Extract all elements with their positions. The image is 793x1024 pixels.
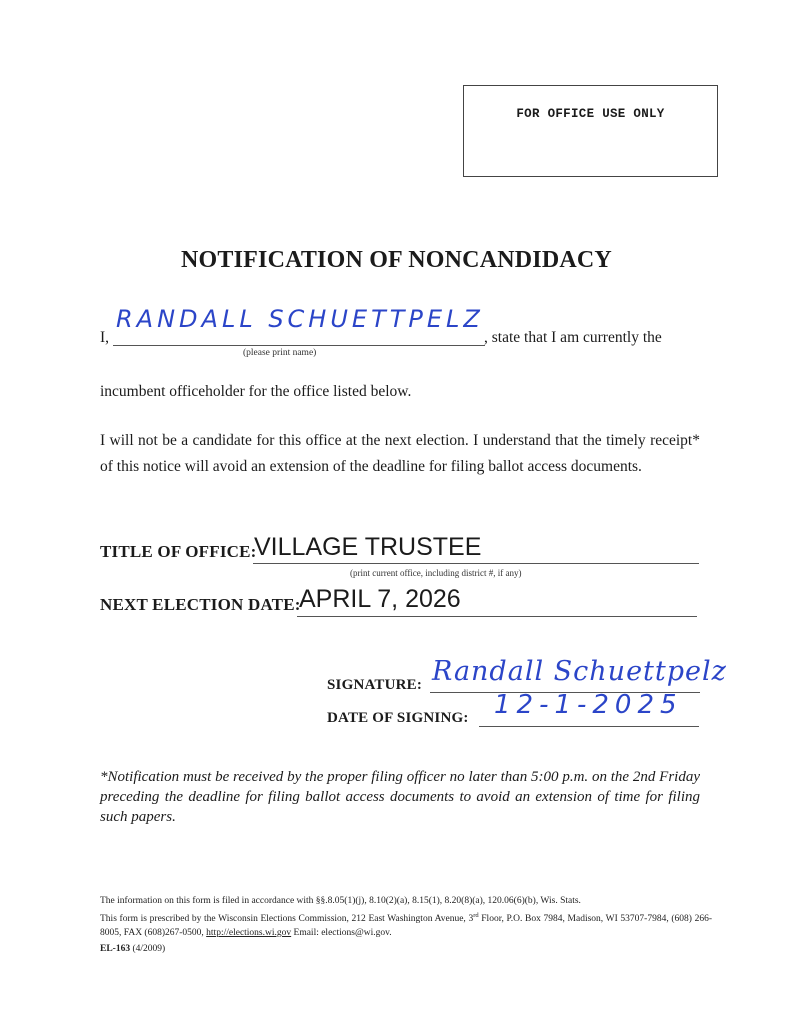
elections-website-link[interactable]: http://elections.wi.gov [206,928,292,939]
name-caption: (please print name) [243,348,317,358]
office-use-box [463,85,718,177]
next-election-date-underline [297,616,697,617]
signature-value[interactable]: Randall Schuettpelz [432,656,727,687]
title-of-office-label: TITLE OF OFFICE: [100,542,257,561]
legal-line-1: The information on this form is filed in accordance with §§.8.05(1)(j), 8.10(2)(a), 8.15(1), 8.20(8)(a), 120.06(6)(b), Wis. Stats. [100,896,581,906]
title-of-office-caption: (print current office, including district #, if any) [350,568,522,578]
office-use-label: FOR OFFICE USE ONLY [516,107,665,121]
signature-label: SIGNATURE: [327,677,423,693]
date-of-signing-value[interactable]: 12-1-2025 [494,690,683,720]
legal-email: Email: elections@wi.gov. [291,928,392,939]
next-election-date-value[interactable]: APRIL 7, 2026 [299,585,461,613]
form-id [100,944,165,954]
form-code: EL-163 [100,944,131,954]
form-revision: (4/2009) [132,944,166,954]
title-of-office-underline [253,563,699,564]
legal-superscript: rd [473,911,479,919]
printed-name-field[interactable]: RANDALL SCHUETTPELZ [116,305,484,333]
statement-suffix: , state that I am currently the [484,329,662,346]
legal-line-2-rest: Floor, P.O. Box 7984, Madison, WI 53707-7984, (608) 266-8005, FAX (608)267-0500, [100,913,713,939]
statement-continuation: incumbent officeholder for the office listed below. [100,383,412,400]
form-title: NOTIFICATION OF NONCANDIDACY [181,247,612,273]
printed-name-underline [113,345,485,346]
legal-line-2-text: This form is prescribed by the Wisconsin Elections Commission, 212 East Washington Avenue, 3 [100,913,474,924]
title-of-office-value[interactable]: VILLAGE TRUSTEE [254,533,482,561]
date-of-signing-underline [479,726,699,727]
footnote: *Notification must be received by the proper filing officer no later than 5:00 p.m. on the 2nd Friday preceding the deadline for filing ballot access documents to avoid an extension of time for filing such papers. [100,769,700,825]
date-of-signing-label: DATE OF SIGNING: [327,710,469,726]
next-election-date-label: NEXT ELECTION DATE: [100,595,301,614]
statement-prefix: I, [100,329,110,346]
legal-line-2 [100,909,712,941]
declaration-paragraph: I will not be a candidate for this office at the next election. I understand that the timely receipt* of this notice will avoid an extension of the deadline for filing ballot access documents. [100,432,700,475]
legal-info [100,894,712,941]
